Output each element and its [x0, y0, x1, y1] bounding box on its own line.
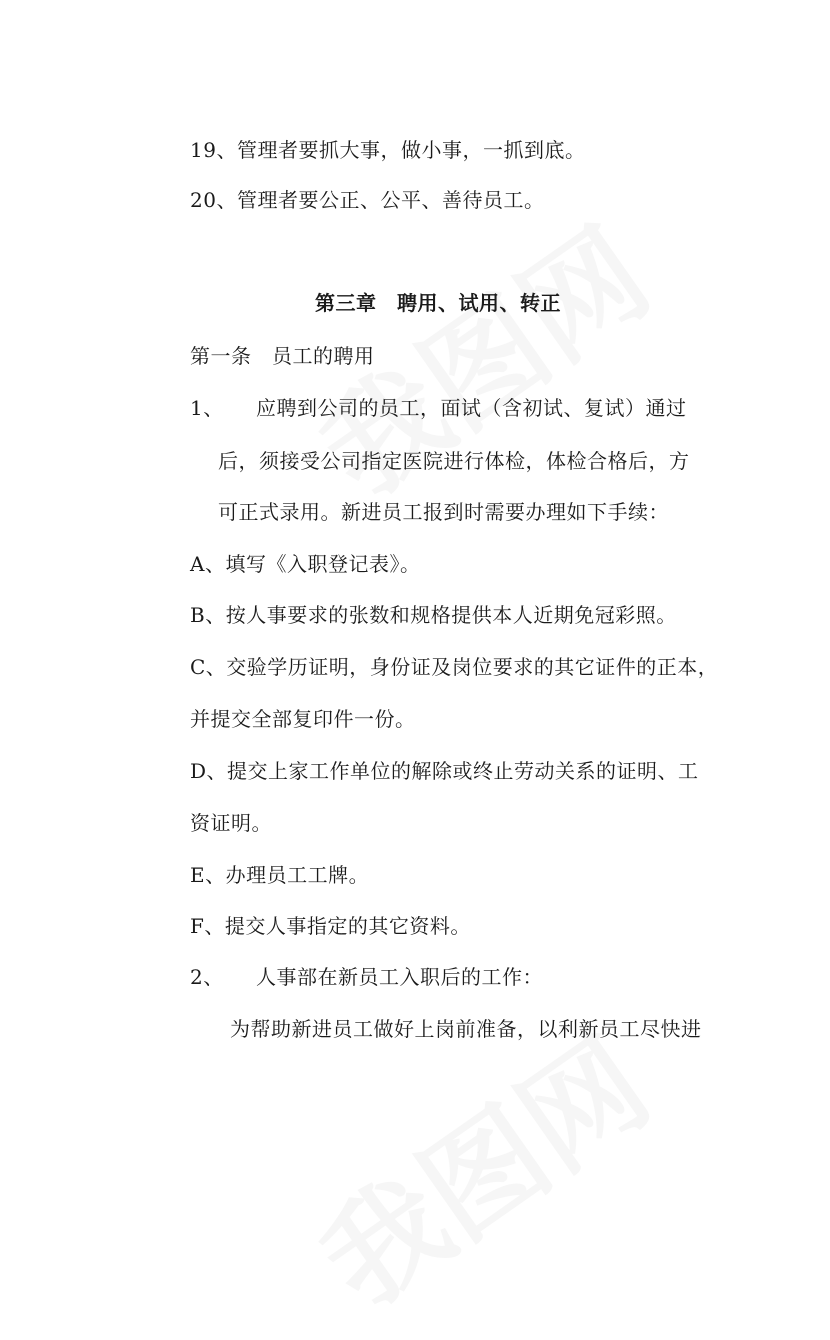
watermark [283, 992, 677, 1339]
list-item-d-continued: 资证明。 [190, 811, 272, 835]
list-item-c-continued: 并提交全部复印件一份。 [190, 707, 416, 731]
chapter-heading: 第三章 聘用、试用、转正 [315, 291, 561, 315]
paragraph-line: 后，须接受公司指定医院进行体检，体检合格后，方 [218, 449, 690, 473]
item-number-1: 1、 [190, 396, 224, 420]
paragraph-line: 应聘到公司的员工，面试（含初试、复试）通过 [256, 396, 687, 420]
rule-19: 19、管理者要抓大事，做小事，一抓到底。 [190, 138, 586, 162]
paragraph-line: 人事部在新员工入职后的工作： [256, 965, 543, 989]
list-item-d: D、提交上家工作单位的解除或终止劳动关系的证明、工 [190, 759, 699, 783]
article-heading: 第一条 员工的聘用 [190, 344, 375, 368]
list-item-c: C、交验学历证明，身份证及岗位要求的其它证件的正本， [190, 655, 719, 679]
list-item-f: F、提交人事指定的其它资料。 [190, 914, 471, 938]
item-number-2: 2、 [190, 965, 224, 989]
list-item-e: E、办理员工工牌。 [190, 863, 370, 887]
rule-20: 20、管理者要公正、公平、善待员工。 [190, 188, 545, 212]
paragraph-line: 为帮助新进员工做好上岗前准备，以利新员工尽快进 [230, 1017, 702, 1041]
paragraph-line: 可正式录用。新进员工报到时需要办理如下手续： [218, 500, 669, 524]
list-item-a: A、填写《入职登记表》。 [190, 552, 421, 576]
list-item-b: B、按人事要求的张数和规格提供本人近期免冠彩照。 [190, 603, 677, 627]
